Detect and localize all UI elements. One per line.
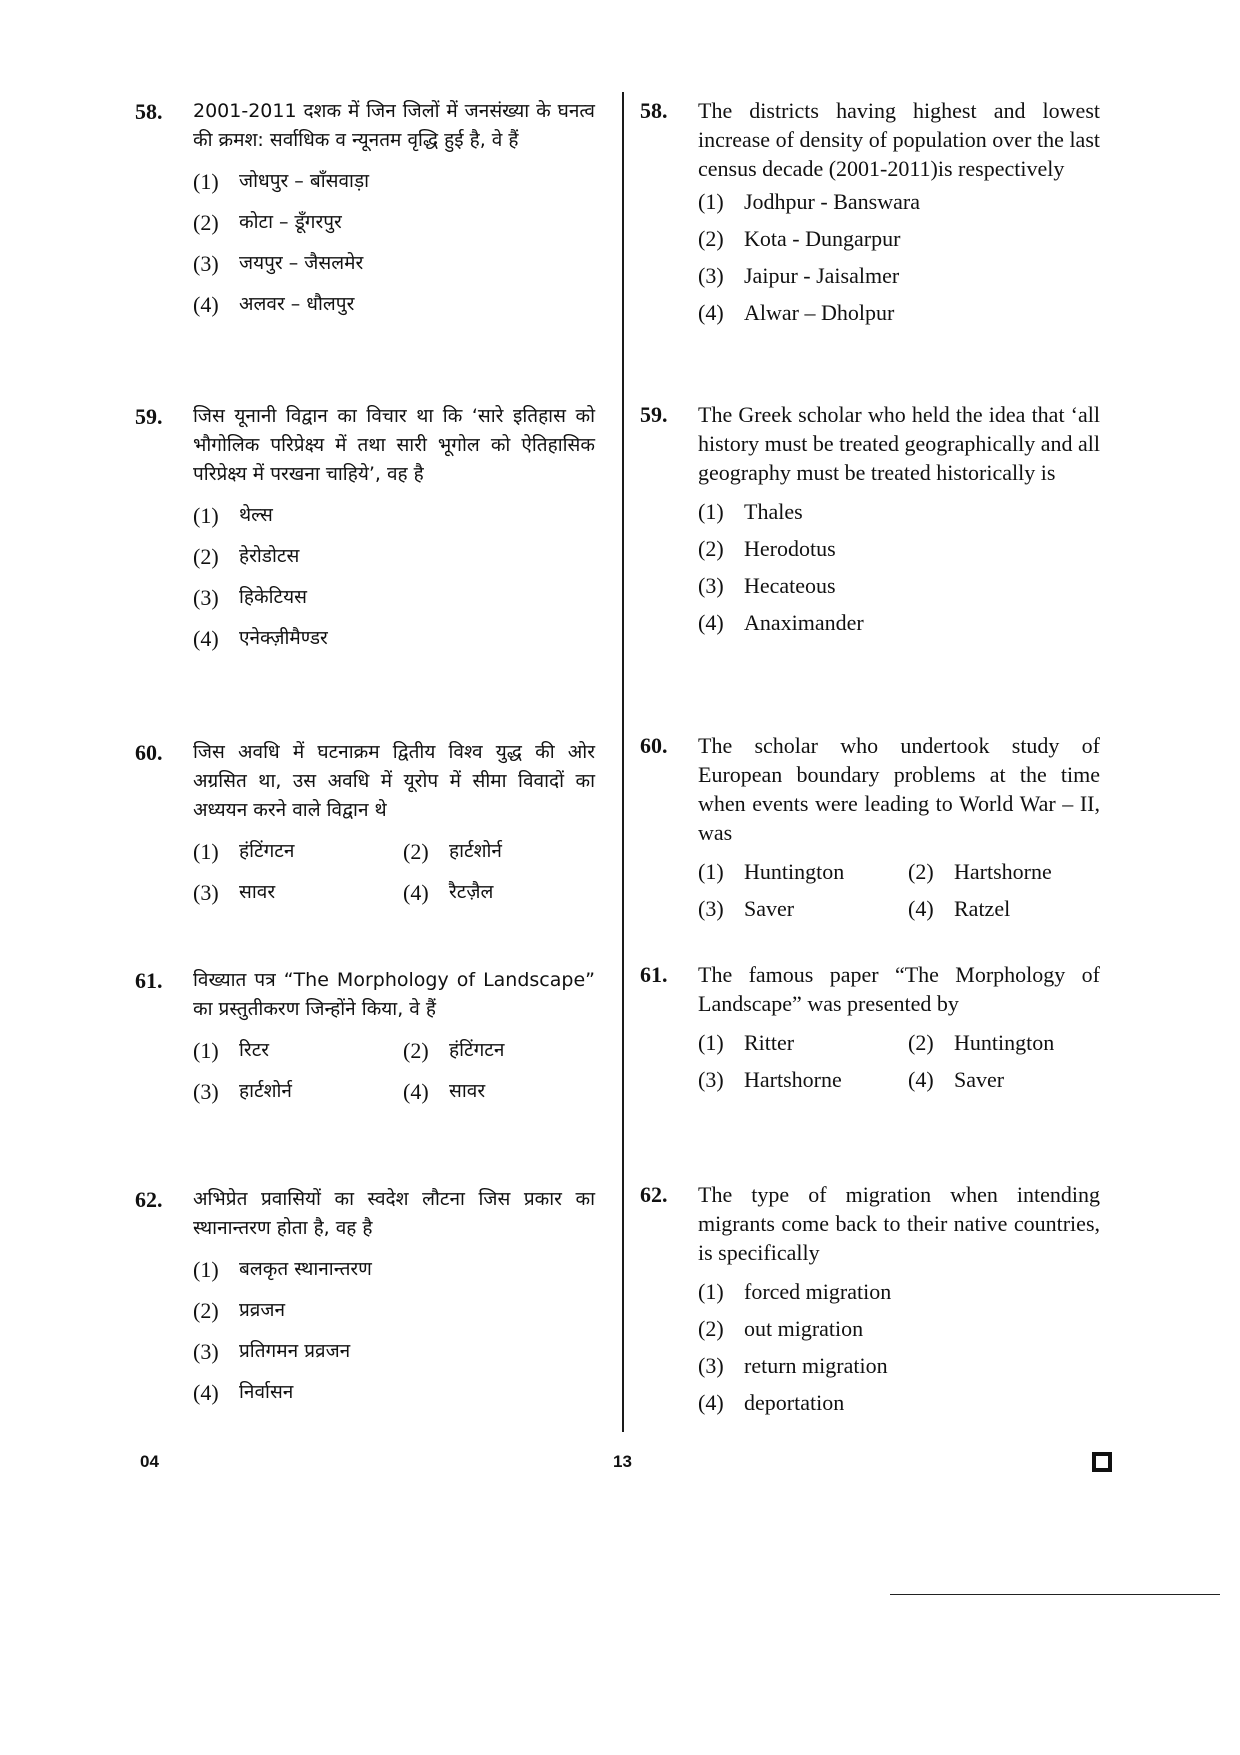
question-61-hindi — [135, 966, 595, 1112]
option-number: (3) — [193, 585, 219, 610]
option-3 — [193, 1331, 595, 1372]
question-58-english — [640, 96, 1100, 331]
question-58-hindi — [135, 97, 595, 325]
option-number: (3) — [698, 1067, 724, 1092]
option-number: (3) — [698, 263, 724, 288]
question-number: 60. — [640, 733, 668, 758]
option-3 — [193, 577, 595, 618]
option-label: return migration — [744, 1353, 888, 1378]
option-number: (1) — [193, 169, 219, 194]
option-label: प्रव्रजन — [239, 1299, 286, 1321]
question-60-english — [640, 731, 1100, 927]
option-label: Anaximander — [744, 610, 864, 635]
option-number: (2) — [193, 544, 219, 569]
option-number: (4) — [698, 610, 724, 635]
option-label: हंटिंगटन — [239, 840, 295, 862]
option-2 — [698, 530, 1100, 567]
option-label: Kota - Dungarpur — [744, 226, 901, 251]
option-number: (4) — [193, 1380, 219, 1405]
question-61-english — [640, 960, 1100, 1098]
option-label: forced migration — [744, 1279, 892, 1304]
options-grid — [193, 1030, 595, 1112]
question-59-hindi — [135, 402, 595, 659]
option-2 — [698, 1310, 1100, 1347]
question-number: 61. — [135, 968, 163, 993]
option-3 — [698, 1061, 908, 1098]
option-label: हेरोडोटस — [239, 545, 300, 567]
option-number: (2) — [403, 1038, 429, 1063]
option-number: (3) — [193, 880, 219, 905]
option-1 — [698, 1024, 908, 1061]
option-4 — [908, 890, 1100, 927]
option-label: अलवर – धौलपुर — [239, 293, 355, 315]
column-divider — [622, 92, 624, 1432]
question-number: 59. — [135, 404, 163, 429]
option-label: Ritter — [744, 1030, 795, 1055]
option-3 — [698, 257, 1100, 294]
option-label: हार्टशोर्न — [449, 840, 502, 862]
option-1 — [193, 1249, 595, 1290]
question-text: जिस यूनानी विद्वान का विचार था कि ‘सारे इतिहास को भौगोलिक परिप्रेक्ष्य में तथा सारी भूगोल को ऐतिहासिक परिप्रेक्ष्य में परखना चाहिये’, वह है — [193, 405, 595, 485]
option-label: Huntington — [954, 1030, 1055, 1055]
option-label: जोधपुर – बाँसवाड़ा — [239, 170, 370, 192]
option-number: (2) — [908, 859, 934, 884]
page-number: 13 — [613, 1452, 632, 1471]
option-label: कोटा – डूँगरपुर — [239, 211, 342, 233]
option-number: (1) — [698, 859, 724, 884]
question-text: The type of migration when intending migrants come back to their native countries, is specifically — [698, 1182, 1100, 1265]
option-label: Saver — [954, 1067, 1005, 1092]
option-3 — [698, 890, 908, 927]
option-label: Herodotus — [744, 536, 836, 561]
question-59-english — [640, 400, 1100, 641]
option-label: out migration — [744, 1316, 864, 1341]
options-list — [193, 495, 595, 659]
question-number: 61. — [640, 962, 668, 987]
option-1 — [193, 831, 403, 872]
option-2 — [193, 202, 595, 243]
option-number: (4) — [193, 292, 219, 317]
option-1 — [698, 1273, 1100, 1310]
option-number: (4) — [403, 1079, 429, 1104]
option-number: (2) — [908, 1030, 934, 1055]
option-label: Huntington — [744, 859, 845, 884]
option-label: एनेक्ज़ीमैण्डर — [239, 627, 328, 649]
option-label: Thales — [744, 499, 803, 524]
option-number: (1) — [698, 499, 724, 524]
question-text: The famous paper “The Morphology of Landscape” was presented by — [698, 962, 1100, 1016]
options-grid — [698, 1024, 1100, 1098]
option-label: हार्टशोर्न — [239, 1080, 292, 1102]
option-number: (1) — [193, 839, 219, 864]
option-label: निर्वासन — [239, 1381, 294, 1403]
option-label: Jodhpur - Banswara — [744, 189, 920, 214]
option-label: Saver — [744, 896, 795, 921]
option-number: (2) — [698, 1316, 724, 1341]
question-number: 58. — [640, 98, 668, 123]
option-label: हिकेटियस — [239, 586, 307, 608]
question-text: The districts having highest and lowest increase of density of population over the last census decade (2001-2011)is respectively — [698, 98, 1100, 181]
option-4 — [698, 294, 1100, 331]
option-number: (2) — [193, 210, 219, 235]
option-4 — [193, 1372, 595, 1413]
option-number: (4) — [908, 896, 934, 921]
option-4 — [698, 604, 1100, 641]
option-label: बलकृत स्थानान्तरण — [239, 1258, 372, 1280]
option-number: (1) — [193, 1038, 219, 1063]
option-number: (4) — [698, 300, 724, 325]
option-4 — [908, 1061, 1100, 1098]
option-number: (4) — [698, 1390, 724, 1415]
option-1 — [193, 495, 595, 536]
option-2 — [908, 1024, 1100, 1061]
option-number: (4) — [193, 626, 219, 651]
option-number: (4) — [403, 880, 429, 905]
option-label: Jaipur - Jaisalmer — [744, 263, 900, 288]
options-list — [193, 161, 595, 325]
option-label: जयपुर – जैसलमेर — [239, 252, 364, 274]
option-label: Ratzel — [954, 896, 1011, 921]
option-label: Hartshorne — [954, 859, 1052, 884]
options-grid — [698, 853, 1100, 927]
options-list — [193, 1249, 595, 1413]
option-2 — [403, 1030, 595, 1071]
option-label: सावर — [449, 1080, 486, 1102]
option-number: (2) — [698, 226, 724, 251]
option-number: (3) — [193, 251, 219, 276]
option-number: (1) — [193, 503, 219, 528]
option-3 — [698, 1347, 1100, 1384]
option-label: थेल्स — [239, 504, 273, 526]
question-62-hindi — [135, 1185, 595, 1413]
option-label: रैटज़ैल — [449, 881, 494, 903]
square-marker-icon — [1092, 1452, 1112, 1472]
option-number: (1) — [698, 1279, 724, 1304]
option-number: (3) — [698, 896, 724, 921]
option-1 — [698, 853, 908, 890]
option-number: (1) — [698, 189, 724, 214]
option-2 — [193, 1290, 595, 1331]
option-label: हंटिंगटन — [449, 1039, 505, 1061]
option-number: (3) — [193, 1339, 219, 1364]
option-label: deportation — [744, 1390, 845, 1415]
option-1 — [193, 161, 595, 202]
question-text: The scholar who undertook study of European boundary problems at the time when events were leading to World War – II, was — [698, 733, 1100, 845]
option-number: (2) — [403, 839, 429, 864]
option-4 — [193, 618, 595, 659]
option-label: रिटर — [239, 1039, 270, 1061]
question-number: 58. — [135, 99, 163, 124]
option-number: (1) — [698, 1030, 724, 1055]
options-list — [698, 183, 1100, 331]
question-number: 62. — [135, 1187, 163, 1212]
option-number: (2) — [193, 1298, 219, 1323]
question-60-hindi — [135, 738, 595, 913]
options-grid — [193, 831, 595, 913]
option-number: (3) — [698, 573, 724, 598]
option-number: (4) — [908, 1067, 934, 1092]
question-text: 2001-2011 दशक में जिन जिलों में जनसंख्या के घनत्व की क्रमश: सर्वाधिक व न्यूनतम वृद्धि हुई है, वे हैं — [193, 100, 595, 151]
option-1 — [698, 493, 1100, 530]
options-list — [698, 493, 1100, 641]
option-4 — [193, 284, 595, 325]
question-number: 62. — [640, 1182, 668, 1207]
question-number: 60. — [135, 740, 163, 765]
question-text: विख्यात पत्र “The Morphology of Landscape” का प्रस्तुतीकरण जिन्होंने किया, वे हैं — [193, 969, 595, 1020]
option-2 — [698, 220, 1100, 257]
option-label: Hecateous — [744, 573, 836, 598]
option-label: Alwar – Dholpur — [744, 300, 895, 325]
option-label: Hartshorne — [744, 1067, 842, 1092]
booklet-code: 04 — [140, 1452, 159, 1471]
option-3 — [193, 1071, 403, 1112]
option-3 — [698, 567, 1100, 604]
option-2 — [193, 536, 595, 577]
option-number: (3) — [698, 1353, 724, 1378]
option-4 — [698, 1384, 1100, 1421]
option-number: (2) — [698, 536, 724, 561]
option-2 — [403, 831, 595, 872]
option-1 — [698, 183, 1100, 220]
option-3 — [193, 243, 595, 284]
options-list — [698, 1273, 1100, 1421]
question-62-english — [640, 1180, 1100, 1421]
option-label: सावर — [239, 881, 276, 903]
option-number: (3) — [193, 1079, 219, 1104]
option-number: (1) — [193, 1257, 219, 1282]
option-4 — [403, 1071, 595, 1112]
question-text: अभिप्रेत प्रवासियों का स्वदेश लौटना जिस प्रकार का स्थानान्तरण होता है, वह है — [193, 1188, 595, 1239]
question-number: 59. — [640, 402, 668, 427]
option-2 — [908, 853, 1100, 890]
question-text: The Greek scholar who held the idea that ‘all history must be treated geographically and all geography must be treated historically is — [698, 402, 1100, 485]
option-label: प्रतिगमन प्रव्रजन — [239, 1340, 351, 1362]
option-3 — [193, 872, 403, 913]
question-text: जिस अवधि में घटनाक्रम द्वितीय विश्व युद्ध की ओर अग्रसित था, उस अवधि में यूरोप में सीमा विवादों का अध्ययन करने वाले विद्वान थे — [193, 741, 595, 821]
option-4 — [403, 872, 595, 913]
option-1 — [193, 1030, 403, 1071]
bottom-rule-line — [890, 1594, 1220, 1595]
